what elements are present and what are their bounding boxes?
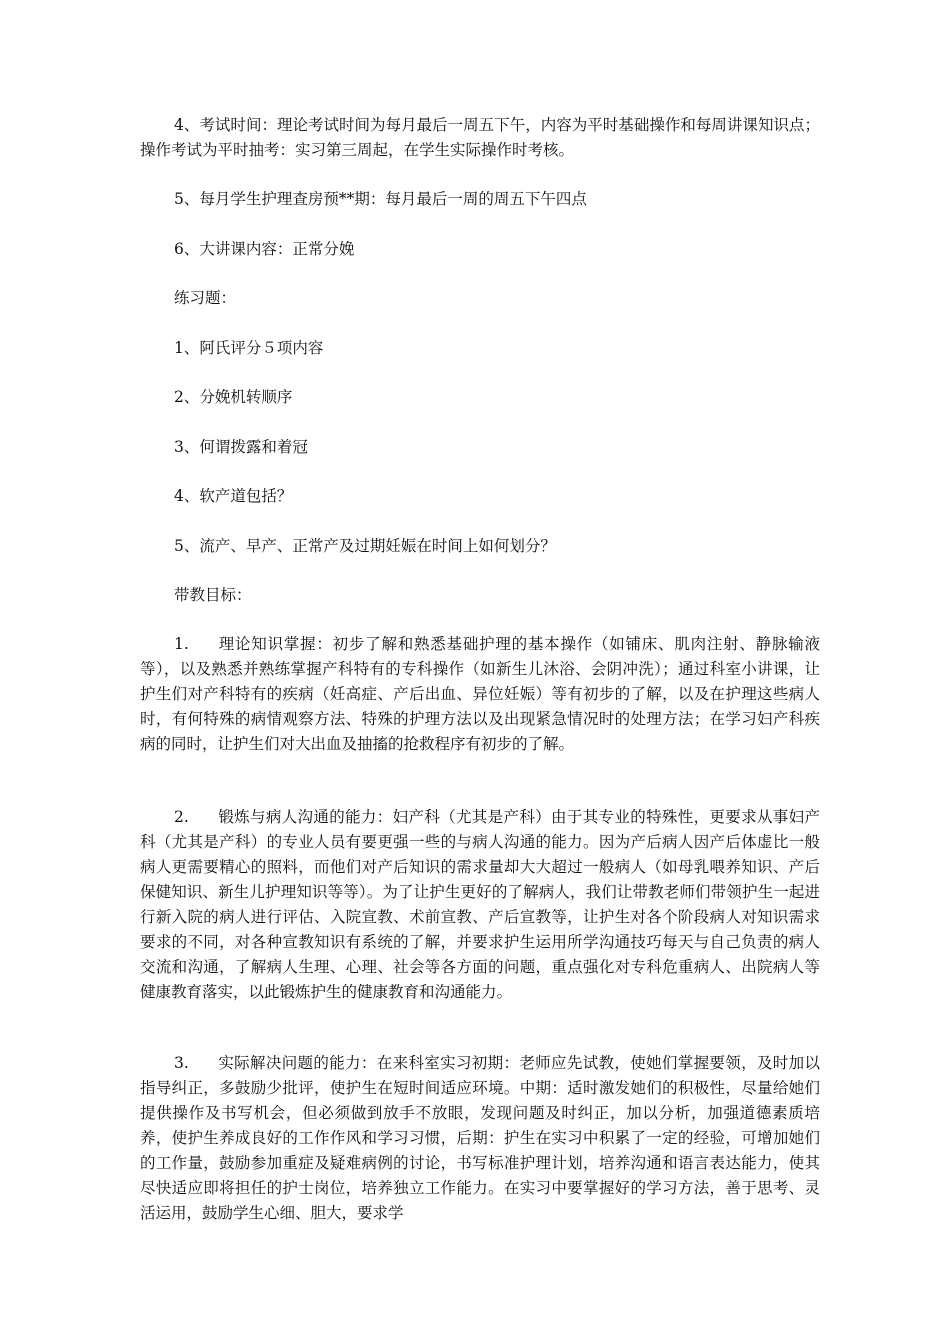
goal-item-2 [140, 805, 820, 1005]
exercise-item-4: 4、软产道包括？ [174, 487, 293, 505]
ward-round-paragraph: 5、每月学生护理查房预**期：每月最后一周的周五下午四点 [174, 190, 587, 208]
exercise-item-3: 3、何谓拨露和着冠 [174, 438, 308, 456]
lecture-content-paragraph: 6、大讲课内容：正常分娩 [174, 240, 355, 258]
goal-number: 3. [174, 1054, 189, 1072]
exam-time-paragraph: 4、考试时间：理论考试时间为每月最后一周五下午，内容为平时基础操作和每周讲课知识点；操作考试为平时抽考：实习第三周起，在学生实际操作时考核。 [140, 116, 820, 159]
exercise-item-2: 2、分娩机转顺序 [174, 388, 293, 406]
exercise-item-5: 5、流产、早产、正常产及过期妊娠在时间上如何划分？ [174, 537, 556, 555]
goal-text: 理论知识掌握：初步了解和熟悉基础护理的基本操作（如铺床、肌肉注射、静脉输液等），以及熟悉并熟练掌握产科特有的专科操作（如新生儿沐浴、会阴冲洗）；通过科室小讲课，让护生们对产科特有的疾病（妊高症、产后出血、异位妊娠）等有初步的了解，以及在护理这些病人时，有何特殊的病情观察方法、特殊的护理方法以及出现紧急情况时的处理方法；在学习妇产科疾病的同时，让护生们对大出血及抽搐的抢救程序有初步的了解。 [140, 635, 820, 753]
exercise-item-1: 1、阿氏评分５项内容 [174, 339, 324, 357]
goal-item-1 [140, 632, 820, 757]
teaching-goals-heading: 带教目标： [174, 586, 252, 604]
goal-text: 锻炼与病人沟通的能力：妇产科（尤其是产科）由于其专业的特殊性，更要求从事妇产科（尤其是产科）的专业人员有要更强一些的与病人沟通的能力。因为产后病人因产后体虚比一般病人更需要精心的照料，而他们对产后知识的需求量却大大超过一般病人（如母乳喂养知识、产后保健知识、新生儿护理知识等等）。为了让护生更好的了解病人，我们让带教老师们带领护生一起进行新入院的病人进行评估、入院宣教、术前宣教、产后宣教等，让护生对各个阶段病人对知识需求要求的不同，对各种宣教知识有系统的了解，并要求护生运用所学沟通技巧每天与自己负责的病人交流和沟通，了解病人生理、心理、社会等各方面的问题，重点强化对专科危重病人、出院病人等健康教育落实，以此锻炼护生的健康教育和沟通能力。 [140, 808, 820, 1001]
goal-text: 实际解决问题的能力：在来科室实习初期：老师应先试教，使她们掌握要领，及时加以指导纠正，多鼓励少批评，使护生在短时间适应环境。中期：适时激发她们的积极性，尽量给她们提供操作及书写机会，但必须做到放手不放眼，发现问题及时纠正，加以分析，加强道德素质培养，使护生养成良好的工作作风和学习习惯，后期：护生在实习中积累了一定的经验，可增加她们的工作量，鼓励参加重症及疑难病例的讨论，书写标准护理计划，培养沟通和语言表达能力，使其尽快适应即将担任的护士岗位，培养独立工作能力。在实习中要掌握好的学习方法，善于思考、灵活运用，鼓励学生心细、胆大，要求学 [140, 1054, 820, 1222]
exercises-heading: 练习题： [174, 289, 237, 307]
goal-item-3 [140, 1051, 820, 1226]
goal-number: 2. [174, 808, 189, 826]
goal-number: 1. [174, 635, 189, 653]
